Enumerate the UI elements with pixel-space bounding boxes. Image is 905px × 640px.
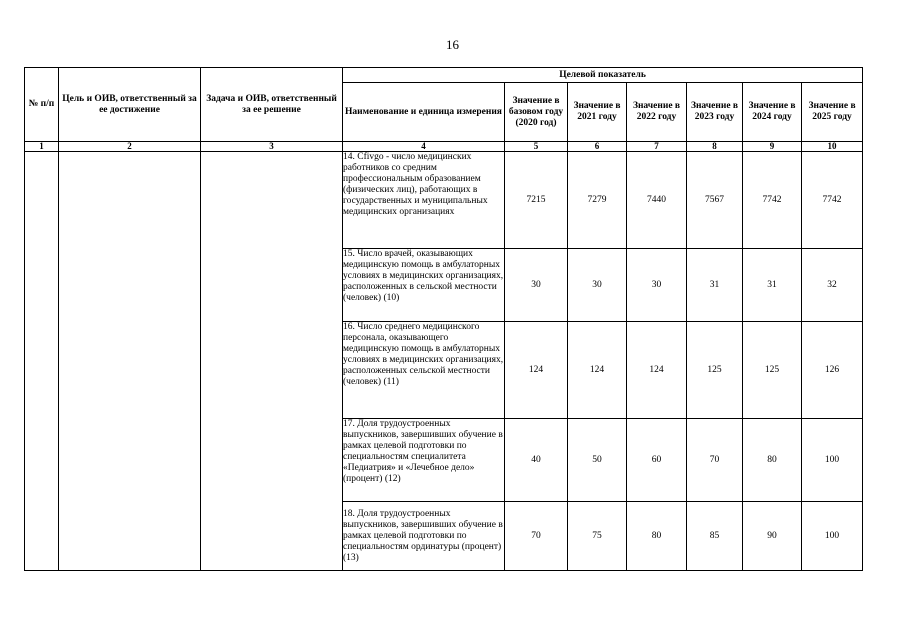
value-2025: 100 xyxy=(802,502,863,571)
page-number: 16 xyxy=(446,37,459,52)
column-number-row xyxy=(25,142,863,152)
value-2021: 50 xyxy=(568,419,627,502)
value-2022: 124 xyxy=(627,322,687,419)
value-2021: 75 xyxy=(568,502,627,571)
goal-cell xyxy=(59,152,201,571)
column-number: 7 xyxy=(627,142,687,152)
value-2022: 7440 xyxy=(627,152,687,249)
value-base: 40 xyxy=(505,419,568,502)
column-number: 9 xyxy=(743,142,802,152)
value-2025: 7742 xyxy=(802,152,863,249)
value-2021: 7279 xyxy=(568,152,627,249)
target-indicators-table xyxy=(24,67,863,571)
value-2025: 32 xyxy=(802,249,863,322)
header-num: № п/п xyxy=(25,68,59,142)
column-number: 5 xyxy=(505,142,568,152)
header-target-indicator: Целевой показатель xyxy=(343,68,863,83)
value-2023: 85 xyxy=(687,502,743,571)
value-2025: 126 xyxy=(802,322,863,419)
value-2021: 30 xyxy=(568,249,627,322)
table-row xyxy=(25,152,863,249)
value-2024: 125 xyxy=(743,322,802,419)
value-2023: 7567 xyxy=(687,152,743,249)
column-number: 1 xyxy=(25,142,59,152)
value-2021: 124 xyxy=(568,322,627,419)
value-2025: 100 xyxy=(802,419,863,502)
indicator-name: 16. Число среднего медицинского персонала, оказывающего медицинскую помощь в амбулаторных условиях в медицинских организациях, расположенных сельской местности (человек) (11) xyxy=(343,322,505,419)
header-name: Наименование и единица измерения xyxy=(343,83,505,142)
header-goal: Цель и ОИВ, ответственный за ее достижение xyxy=(59,68,201,142)
header-task: Задача и ОИВ, ответственный за ее решение xyxy=(201,68,343,142)
value-base: 70 xyxy=(505,502,568,571)
indicator-name: 15. Число врачей, оказывающих медицинскую помощь в амбулаторных условиях в медицинских организациях, расположенных в сельской местности (человек) (10) xyxy=(343,249,505,322)
value-2024: 7742 xyxy=(743,152,802,249)
value-base: 7215 xyxy=(505,152,568,249)
header-2025: Значение в 2025 году xyxy=(802,83,863,142)
value-2024: 80 xyxy=(743,419,802,502)
column-number: 4 xyxy=(343,142,505,152)
num-cell xyxy=(25,152,59,571)
value-base: 30 xyxy=(505,249,568,322)
value-2022: 80 xyxy=(627,502,687,571)
column-number: 3 xyxy=(201,142,343,152)
header-2023: Значение в 2023 году xyxy=(687,83,743,142)
value-2022: 30 xyxy=(627,249,687,322)
header-2024: Значение в 2024 году xyxy=(743,83,802,142)
value-2024: 31 xyxy=(743,249,802,322)
column-number: 2 xyxy=(59,142,201,152)
value-2024: 90 xyxy=(743,502,802,571)
column-number: 8 xyxy=(687,142,743,152)
column-number: 6 xyxy=(568,142,627,152)
value-2023: 31 xyxy=(687,249,743,322)
value-2022: 60 xyxy=(627,419,687,502)
header-base-year: Значение в базовом году (2020 год) xyxy=(505,83,568,142)
value-2023: 125 xyxy=(687,322,743,419)
task-cell xyxy=(201,152,343,571)
header-row-1 xyxy=(25,68,863,83)
header-2022: Значение в 2022 году xyxy=(627,83,687,142)
indicator-name: 18. Доля трудоустроенных выпускников, завершивших обучение в рамках целевой подготовки по специальностям ординатуры (процент) (13) xyxy=(343,502,505,571)
column-number: 10 xyxy=(802,142,863,152)
header-2021: Значение в 2021 году xyxy=(568,83,627,142)
indicator-name: 17. Доля трудоустроенных выпускников, завершивших обучение в рамках целевой подготовки по специальностям специалитета «Педиатрия» и «Лечебное дело» (процент) (12) xyxy=(343,419,505,502)
indicator-name: 14. Cfivgo - число медицинских работников со средним профессиональным образованием (физических лиц), работающих в государственных и муниципальных медицинских организациях xyxy=(343,152,505,249)
value-2023: 70 xyxy=(687,419,743,502)
value-base: 124 xyxy=(505,322,568,419)
